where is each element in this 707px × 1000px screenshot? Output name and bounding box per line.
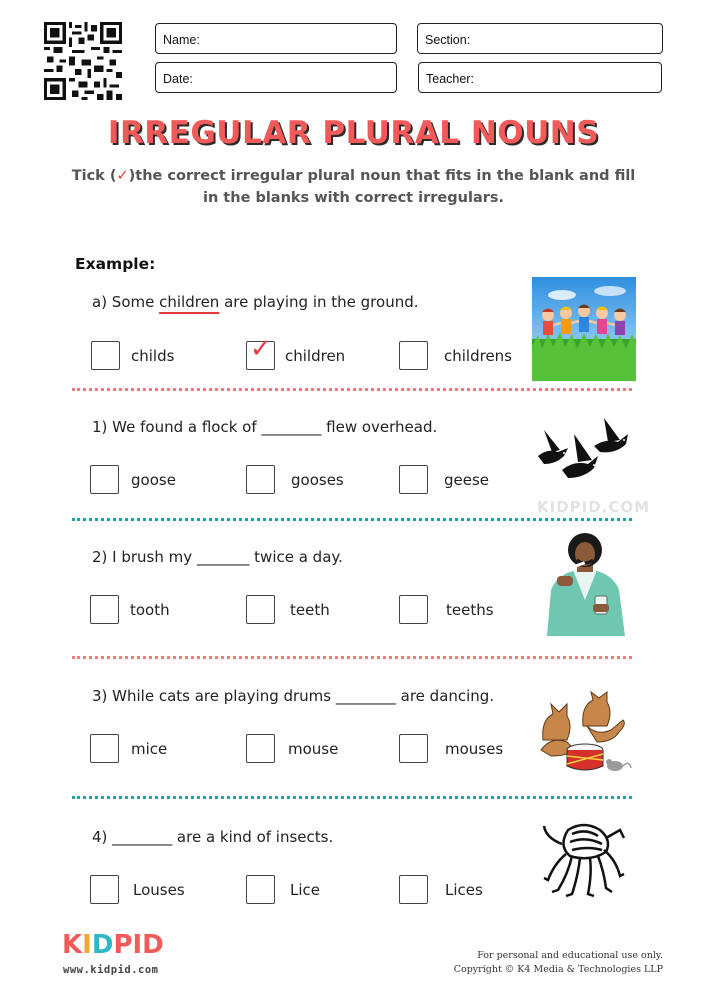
man-brushing-teeth-image <box>537 530 633 636</box>
question-3-option-1-checkbox[interactable] <box>90 734 119 763</box>
question-1-option-2-label: gooses <box>291 471 344 489</box>
question-2-option-2-checkbox[interactable] <box>246 595 275 624</box>
date-field[interactable]: Date: <box>155 62 397 93</box>
teacher-field[interactable]: Teacher: <box>418 62 662 93</box>
question-3-option-2-label: mouse <box>288 740 339 758</box>
example-answer: children <box>159 293 220 311</box>
example-option-2-label: children <box>285 347 346 365</box>
question-2-option-2-label: teeth <box>290 601 330 619</box>
louse-image <box>540 818 626 898</box>
instructions <box>70 165 637 209</box>
question-1-option-1-checkbox[interactable] <box>90 465 119 494</box>
usage-note: For personal and educational use only. <box>477 950 663 961</box>
geese-image <box>534 412 634 492</box>
question-3-option-3-label: mouses <box>445 740 504 758</box>
question-2-option-3-label: teeths <box>446 601 494 619</box>
example-question <box>92 293 419 311</box>
question-1-option-3-label: geese <box>444 471 490 489</box>
copyright: Copyright © K4 Media & Technologies LLP <box>453 964 663 975</box>
checkmark-icon: ✓ <box>250 334 272 364</box>
question-4-text: 4) ________ are a kind of insects. <box>92 828 334 846</box>
question-1-option-2-checkbox[interactable] <box>246 465 275 494</box>
question-4-option-2-checkbox[interactable] <box>246 875 275 904</box>
example-after: are playing in the ground. <box>219 293 419 311</box>
logo-d: D <box>91 930 114 960</box>
example-option-3-label: childrens <box>444 347 512 365</box>
question-4-option-2-label: Lice <box>290 881 320 899</box>
website-link[interactable]: www.kidpid.com <box>63 964 159 976</box>
example-option-1-label: childs <box>131 347 175 365</box>
watermark: KIDPID.COM <box>537 498 651 516</box>
question-2-option-1-label: tooth <box>130 601 170 619</box>
example-option-2-checkbox[interactable] <box>246 334 275 370</box>
example-option-1-checkbox[interactable] <box>91 341 120 370</box>
example-option-3-checkbox[interactable] <box>399 341 428 370</box>
example-before: a) Some <box>92 293 160 311</box>
divider <box>72 388 632 391</box>
qr-code-icon <box>44 22 122 100</box>
question-2-option-1-checkbox[interactable] <box>90 595 119 624</box>
question-2-text: 2) I brush my _______ twice a day. <box>92 548 343 566</box>
question-4-option-1-label: Louses <box>133 881 185 899</box>
checkmark-icon: ✓ <box>116 168 129 184</box>
instructions-after: )the correct irregular plural noun that fits in the blank and fill in the blanks with correct irregulars. <box>128 168 636 206</box>
question-4-option-3-checkbox[interactable] <box>399 875 428 904</box>
logo-pid: PID <box>113 930 164 960</box>
instructions-before: Tick ( <box>71 168 117 184</box>
question-4-option-1-checkbox[interactable] <box>90 875 119 904</box>
cats-drum-mouse-image <box>537 690 633 776</box>
children-playing-image <box>532 277 636 381</box>
divider <box>72 656 632 659</box>
logo-k: K <box>62 930 83 960</box>
question-1-option-3-checkbox[interactable] <box>399 465 428 494</box>
logo-i: I <box>82 930 92 960</box>
question-1-option-1-label: goose <box>131 471 176 489</box>
question-3-option-3-checkbox[interactable] <box>399 734 428 763</box>
divider <box>72 518 632 521</box>
question-1-text: 1) We found a flock of ________ flew overhead. <box>92 418 438 436</box>
question-3-text: 3) While cats are playing drums ________ are dancing. <box>92 687 495 705</box>
question-3-option-1-label: mice <box>131 740 168 758</box>
section-field[interactable]: Section: <box>417 23 663 54</box>
example-label: Example: <box>75 255 156 273</box>
question-3-option-2-checkbox[interactable] <box>246 734 275 763</box>
kidpid-logo <box>62 930 164 960</box>
worksheet-title: IRREGULAR PLURAL NOUNS <box>107 115 600 151</box>
name-field[interactable]: Name: <box>155 23 397 54</box>
question-4-option-3-label: Lices <box>445 881 483 899</box>
question-2-option-3-checkbox[interactable] <box>399 595 428 624</box>
divider <box>72 796 632 799</box>
